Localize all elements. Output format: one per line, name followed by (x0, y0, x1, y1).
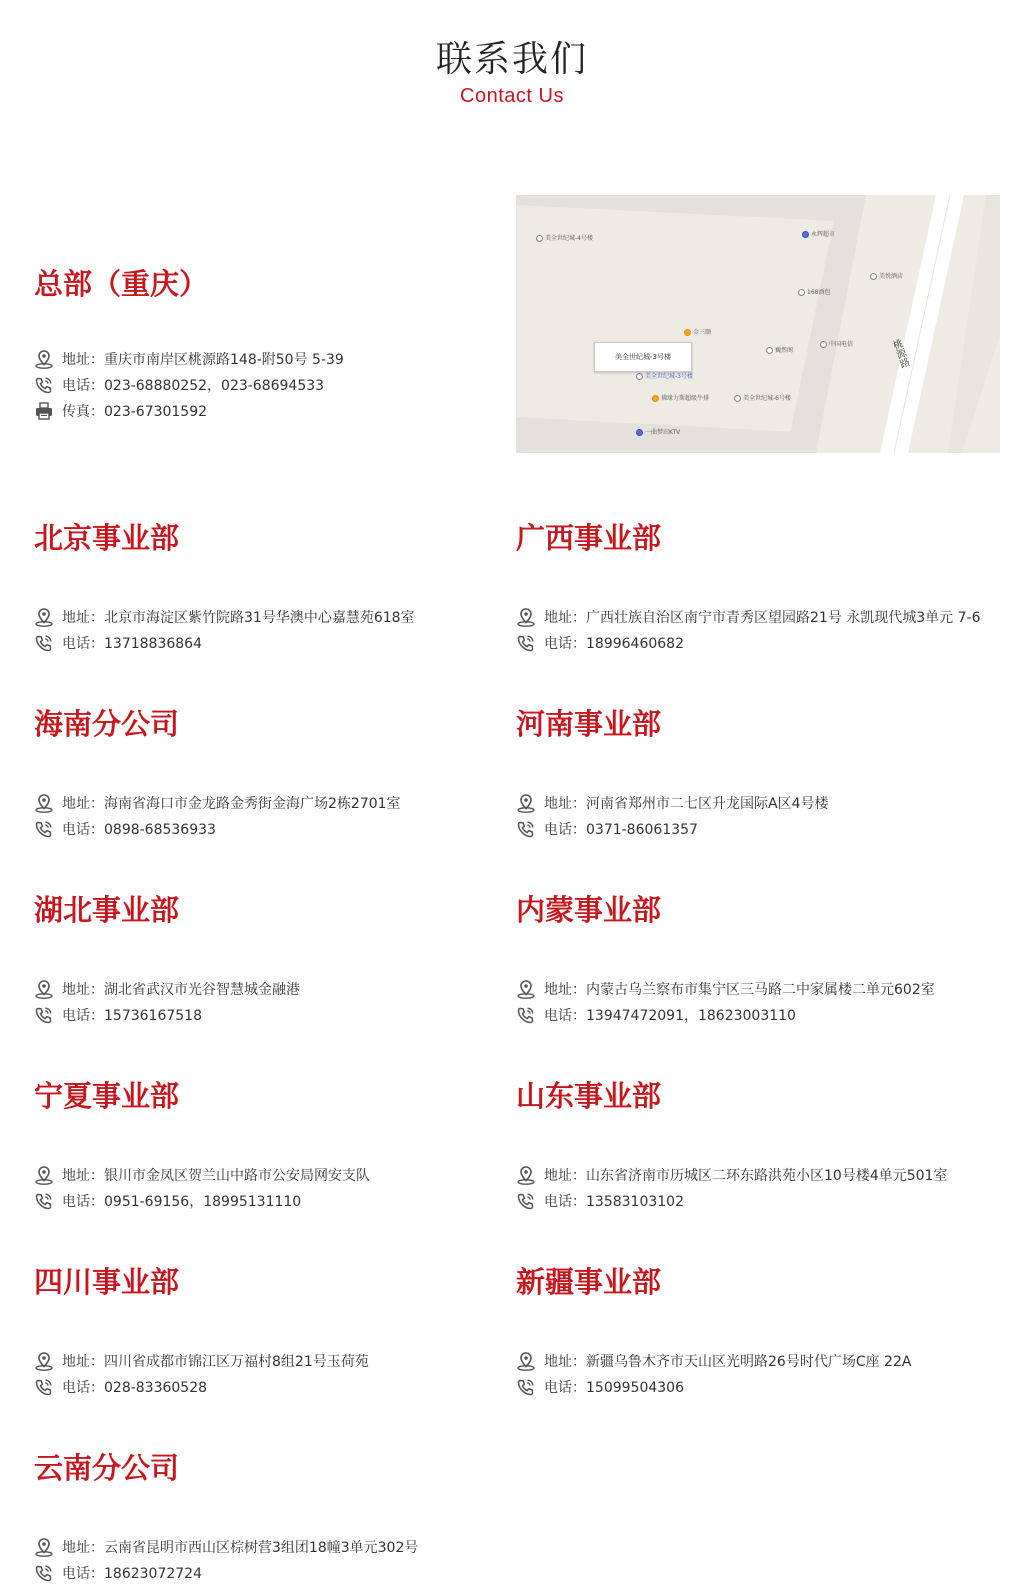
phone-icon (34, 1005, 54, 1025)
office-beijing (34, 520, 504, 656)
phone-icon (34, 819, 54, 839)
map-poi[interactable]: 巍然阁 (766, 347, 793, 354)
office-address (516, 1348, 986, 1374)
address-text: 地址：河南省郑州市二七区升龙国际A区4号楼 (544, 796, 829, 812)
address-text: 地址：内蒙古乌兰察布市集宁区三马路二中家属楼二单元602室 (544, 982, 935, 998)
map-marker-popup[interactable]: 美全世纪城-3号楼 (594, 342, 692, 372)
office-name: 北京事业部 (34, 521, 180, 555)
phone-text: 电话：13718836864 (62, 636, 202, 652)
location-pin-icon (34, 979, 54, 999)
location-pin-icon (34, 793, 54, 813)
address-text: 地址：北京市海淀区紫竹院路31号华澳中心嘉慧苑618室 (62, 610, 415, 626)
location-pin-icon (34, 1165, 54, 1185)
office-neimeng (516, 892, 986, 1028)
office-name: 湖北事业部 (34, 893, 180, 927)
office-address (516, 604, 1016, 630)
location-pin-icon (516, 793, 536, 813)
office-name: 云南分公司 (34, 1451, 180, 1485)
page-header (0, 38, 1024, 108)
map-poi[interactable]: 168酒包 (798, 289, 830, 296)
office-address (34, 1534, 504, 1560)
page-title: 联系我们 (435, 39, 588, 80)
office-hq (34, 266, 504, 424)
address-text: 地址：海南省海口市金龙路金秀街金海广场2栋2701室 (62, 796, 401, 812)
phone-icon (34, 1191, 54, 1211)
location-pin-icon (34, 607, 54, 627)
office-name: 广西事业部 (516, 521, 662, 555)
phone-icon (34, 633, 54, 653)
map-poi[interactable]: 中国电信 (820, 341, 853, 348)
office-address (34, 1348, 504, 1374)
phone-icon (34, 375, 54, 395)
phone-icon (516, 1191, 536, 1211)
office-address (34, 1162, 504, 1188)
phone-text: 电话：028-83360528 (62, 1380, 208, 1396)
address-text: 地址：山东省济南市历城区二环东路洪苑小区10号楼4单元501室 (544, 1168, 948, 1184)
map-roads (516, 195, 1000, 453)
office-ningxia (34, 1078, 504, 1214)
office-address (34, 346, 504, 372)
location-pin-icon (34, 1537, 54, 1557)
office-fax (34, 398, 504, 424)
location-pin-icon (34, 349, 54, 369)
office-phone (34, 816, 504, 842)
office-address (516, 976, 986, 1002)
phone-icon (34, 1563, 54, 1583)
office-sichuan (34, 1264, 504, 1400)
map-poi[interactable]: 美全世纪城-4号楼 (536, 235, 593, 242)
phone-icon (516, 1377, 536, 1397)
office-address (516, 790, 986, 816)
office-address (34, 604, 504, 630)
office-phone (516, 1374, 986, 1400)
office-phone (34, 1560, 504, 1586)
phone-text: 电话：13583103102 (544, 1194, 684, 1210)
office-address (34, 976, 504, 1002)
phone-text: 电话：15099504306 (544, 1380, 684, 1396)
office-name: 内蒙事业部 (516, 893, 662, 927)
phone-icon (34, 1377, 54, 1397)
map-poi[interactable]: 永辉超市 (802, 231, 835, 238)
office-name: 总部（重庆） (34, 267, 209, 301)
phone-text: 电话：023-68880252，023-68694533 (62, 378, 325, 394)
map-poi[interactable]: 一曲梦田KTV (636, 429, 680, 436)
address-text: 地址：新疆乌鲁木齐市天山区光明路26号时代广场C座 22A (544, 1354, 912, 1370)
fax-text: 传真：023-67301592 (62, 404, 208, 420)
office-phone (516, 1002, 986, 1028)
office-hubei (34, 892, 504, 1028)
phone-text: 电话：13947472091，18623003110 (544, 1008, 796, 1024)
office-name: 海南分公司 (34, 707, 180, 741)
address-text: 地址：云南省昆明市西山区棕树营3组团18幢3单元302号 (62, 1540, 419, 1556)
phone-text: 电话：18996460682 (544, 636, 684, 652)
map-poi[interactable]: 美全世纪城-6号楼 (734, 395, 791, 402)
office-phone (34, 630, 504, 656)
office-name: 宁夏事业部 (34, 1079, 180, 1113)
office-phone (34, 372, 504, 398)
office-hainan (34, 706, 504, 842)
office-phone (34, 1374, 504, 1400)
address-text: 地址：银川市金凤区贺兰山中路市公安局网安支队 (62, 1168, 370, 1184)
office-name: 新疆事业部 (516, 1265, 662, 1299)
address-text: 地址：重庆市南岸区桃源路148-附50号 5-39 (62, 352, 344, 368)
office-phone (34, 1188, 504, 1214)
office-name: 山东事业部 (516, 1079, 662, 1113)
location-pin-icon (516, 607, 536, 627)
phone-icon (516, 1005, 536, 1025)
address-text: 地址：四川省成都市锦江区万福村8组21号玉荷苑 (62, 1354, 369, 1370)
phone-text: 电话：0951-69156，18995131110 (62, 1194, 302, 1210)
phone-icon (516, 633, 536, 653)
phone-text: 电话：0898-68536933 (62, 822, 216, 838)
office-henan (516, 706, 986, 842)
address-text: 地址：湖北省武汉市光谷智慧城金融港 (62, 982, 300, 998)
phone-text: 电话：0371-86061357 (544, 822, 698, 838)
phone-icon (516, 819, 536, 839)
office-shandong (516, 1078, 986, 1214)
office-phone (516, 630, 1016, 656)
office-yunnan (34, 1450, 504, 1586)
phone-text: 电话：15736167518 (62, 1008, 202, 1024)
office-guangxi (516, 520, 1016, 656)
location-pin-icon (34, 1351, 54, 1371)
location-pin-icon (516, 1165, 536, 1185)
office-name: 河南事业部 (516, 707, 662, 741)
location-pin-icon (516, 979, 536, 999)
map-poi[interactable]: 美悦酒店 (870, 273, 903, 280)
office-phone (34, 1002, 504, 1028)
office-phone (516, 816, 986, 842)
address-text: 地址：广西壮族自治区南宁市青秀区望园路21号 永凯现代城3单元 7-6 (544, 610, 981, 626)
office-name: 四川事业部 (34, 1265, 180, 1299)
office-xinjiang (516, 1264, 986, 1400)
office-phone (516, 1188, 986, 1214)
map-poi[interactable]: 佛缘力斯超级牛排 (652, 395, 709, 402)
location-pin-icon (516, 1351, 536, 1371)
map-poi[interactable]: 金三顺 (684, 329, 711, 336)
phone-text: 电话：18623072724 (62, 1566, 202, 1582)
map-street-label: 桃源路 (889, 338, 910, 370)
map-poi[interactable]: 美全世纪城-3号楼 (636, 373, 693, 380)
page-subtitle: Contact Us (460, 85, 564, 107)
office-address (34, 790, 504, 816)
location-map[interactable] (516, 195, 1000, 453)
fax-icon (34, 401, 54, 421)
office-address (516, 1162, 986, 1188)
